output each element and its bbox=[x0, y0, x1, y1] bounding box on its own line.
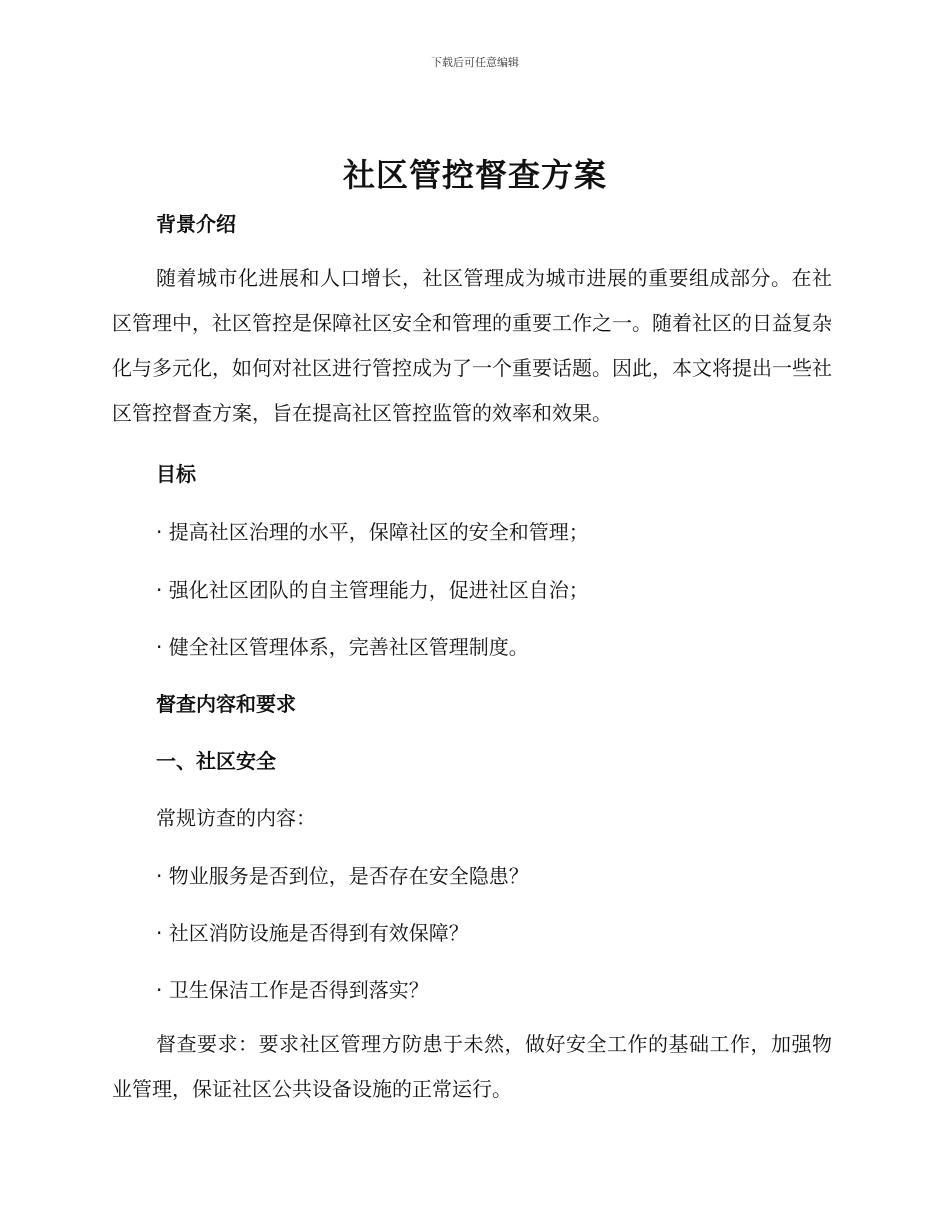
routine-item: · 物业服务是否到位，是否存在安全隐患？ bbox=[156, 864, 529, 888]
routine-item: · 卫生保洁工作是否得到落实？ bbox=[156, 978, 429, 1002]
goal-item: · 健全社区管理体系，完善社区管理制度。 bbox=[156, 635, 529, 659]
document-title: 社区管控督查方案 bbox=[342, 156, 607, 194]
heading-community-safety: 一、社区安全 bbox=[156, 749, 276, 773]
paragraph-background: 随着城市化进展和人口增长，社区管理成为城市进展的重要组成部分。在社区管理中，社区管控是保障社区安全和管理的重要工作之一。随着社区的日益复杂化与多元化，如何对社区进行管控成为了一个重要话题。因此，本文将提出一些社区管控督查方案，旨在提高社区管控监管的效率和效果。 bbox=[112, 266, 832, 425]
goal-item: · 强化社区团队的自主管理能力，促进社区自治； bbox=[156, 578, 589, 602]
heading-inspection: 督查内容和要求 bbox=[156, 692, 296, 716]
heading-background: 背景介绍 bbox=[156, 212, 236, 236]
heading-goal: 目标 bbox=[156, 462, 196, 486]
goal-item: · 提高社区治理的水平，保障社区的安全和管理； bbox=[156, 520, 589, 544]
routine-label: 常规访查的内容： bbox=[156, 806, 316, 830]
routine-item: · 社区消防设施是否得到有效保障？ bbox=[156, 921, 469, 945]
paragraph-requirement: 督查要求：要求社区管理方防患于未然，做好安全工作的基础工作，加强物业管理，保证社区公共设备设施的正常运行。 bbox=[112, 1032, 832, 1101]
header-note: 下载后可任意编辑 bbox=[431, 56, 519, 69]
